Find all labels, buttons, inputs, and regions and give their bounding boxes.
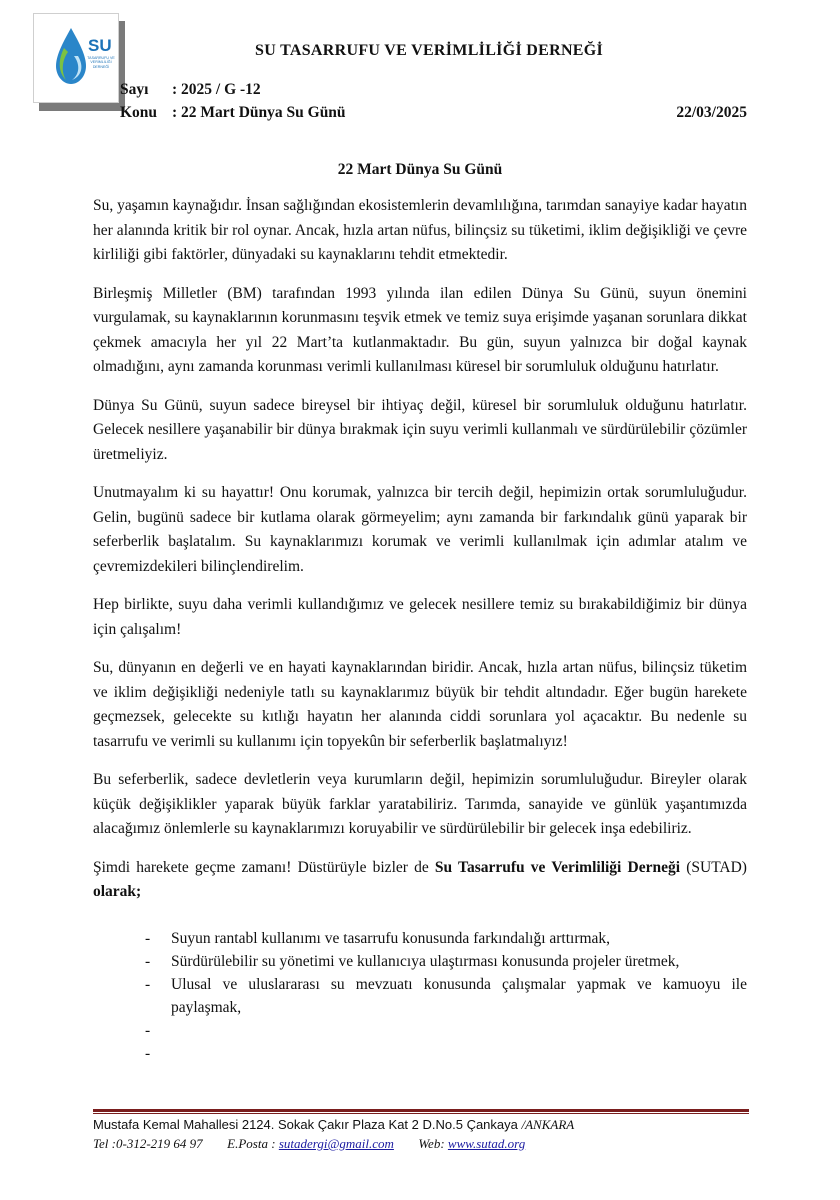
sayi-label: Sayı: [120, 81, 149, 98]
closing-lead: Şimdi harekete geçme zamanı! Düstürüyle bizler de: [93, 858, 435, 876]
closing-paragraph: [93, 856, 747, 905]
footer-address: [93, 1117, 574, 1133]
paragraph: Su, yaşamın kaynağıdır. İnsan sağlığından ekosistemlerin devamlılığına, tarımdan sanayiye kadar hayatın her alanında kritik bir rol oynar. Ancak, hızla artan nüfus, bilinçsiz su tüketimi, iklim değişikliği ve çevre kirliliği gibi faktörler, dünyadaki su kaynaklarını tehdit etmektedir.: [93, 197, 747, 263]
address-text: Mustafa Kemal Mahallesi 2124. Sokak Çakır Plaza Kat 2 D.No.5 Çankaya: [93, 1117, 518, 1132]
paragraph: Su, dünyanın en değerli ve en hayati kaynaklarından biridir. Ancak, hızla artan nüfus, bilinçsiz tüketim ve iklim değişikliği nedeniyle tatlı su kaynaklarımız büyük bir tehdit altındadır. Eğer bugün harekete geçmezsek, gelecekte su kıtlığı hayatın her alanında ciddi sorunlara yol açacaktır. Bu nedenle su tasarrufu ve verimli su kullanımı için topyekûn bir seferberlik başlatmalıyız!: [93, 659, 747, 750]
bullet-dash: -: [145, 952, 151, 970]
list-item: [93, 1019, 747, 1042]
paragraph: Hep birlikte, suyu daha verimli kullandığımız ve gelecek nesillere temiz su bırakabildiğimiz bir dünya için çalışalım!: [93, 596, 747, 638]
tel-value: 0-312-219 64 97: [116, 1136, 203, 1151]
logo: [33, 13, 119, 103]
paragraph: Unutmayalım ki su hayattır! Onu korumak, yalnızca bir tercih değil, hepimizin ortak sorumluluğudur. Gelin, bugünü sadece bir kutlama olarak görmeyelim; aynı zamanda bir farkındalık günü yaparak bir seferberlik başlatalım. Su kaynaklarımızı korumak ve verimli kullanılmak için adımlar atalım ve çevremizdekileri bilinçlendirelim.: [93, 484, 747, 575]
list-item-text: Suyun rantabl kullanımı ve tasarrufu konusunda farkındalığı arttırmak,: [171, 929, 611, 947]
konu-label: Konu: [120, 104, 158, 121]
sayi-row: [120, 81, 261, 99]
document-date: 22/03/2025: [676, 104, 747, 121]
water-drop-icon: [54, 26, 88, 86]
footer-rule-thin: [93, 1113, 749, 1114]
list-item: [93, 973, 747, 1019]
konu-value: : 22 Mart Dünya Su Günü: [172, 104, 346, 121]
list-item: [93, 927, 747, 950]
konu-row: [120, 104, 346, 122]
document-title: 22 Mart Dünya Su Günü: [337, 161, 503, 178]
closing-olarak: olarak;: [93, 883, 142, 900]
list-item: [93, 1042, 747, 1065]
paragraph: Birleşmiş Milletler (BM) tarafından 1993 yılında ilan edilen Dünya Su Günü, suyun önemini vurgulamak, su kaynaklarının korunmasını teşvik etmek ve temiz suya erişimde yaşanan sorunlara dikkat çekmek amacıyla her yıl 22 Mart’ta kutlanmaktadır. Bu gün, suyun yalnızca bir doğal kaynak olmadığını, aynı zamanda korunması verimli kullanılması küresel bir sorumluluk olduğunu hatırlatır.: [93, 284, 747, 375]
tel-label: Tel :: [93, 1136, 116, 1151]
list-item-text: Ulusal ve uluslararası su mevzuatı konusunda çalışmalar yapmak ve kamuoyu ile paylaşmak,: [171, 975, 747, 1016]
footer-rule: [93, 1109, 749, 1112]
list-item: [93, 950, 747, 973]
closing-org: Su Tasarrufu ve Verimliliği Derneği: [434, 858, 681, 876]
bullet-dash: -: [145, 975, 151, 993]
email-label: E.Posta :: [227, 1136, 276, 1151]
org-title: SU TASARRUFU VE VERİMLİLİĞİ DERNEĞİ: [255, 42, 604, 59]
bullet-dash: -: [145, 1044, 151, 1062]
web-label: Web:: [418, 1136, 445, 1151]
document-body: [93, 194, 747, 1065]
bullet-dash: -: [145, 929, 151, 947]
web-link[interactable]: www.sutad.org: [447, 1136, 526, 1151]
paragraph: Dünya Su Günü, suyun sadece bireysel bir ihtiyaç değil, küresel bir sorumluluk olduğunu hatırlatır. Gelecek nesillere yaşanabilir bir dünya bırakmak için suyu verimli kullanmalı ve sürdürülebilir çözümler üretmeliyiz.: [93, 396, 747, 463]
paragraph: Bu seferberlik, sadece devletlerin veya kurumların değil, hepimizin sorumluluğudur. Bireyler olarak küçük değişiklikler yaparak büyük farklar yaratabiliriz. Tarımda, sanayide ve günlük yaşantımızda alacağımız önlemlerle su kaynaklarımızı koruyabilir ve sürdürülebilir bir gelecek inşa edebiliriz.: [93, 771, 747, 837]
logo-brand: SU: [88, 36, 112, 55]
bullet-dash: -: [145, 1021, 151, 1039]
address-city: /ANKARA: [521, 1117, 575, 1132]
list-item-text: Sürdürülebilir su yönetimi ve kullanıcıya ulaştırması konusunda projeler üretmek,: [171, 952, 680, 970]
logo-subtitle: TASARRUFU VE VERİMLİLİĞİ DERNEĞİ: [87, 56, 115, 69]
footer-contact: [93, 1136, 525, 1152]
sayi-value: : 2025 / G -12: [172, 81, 261, 98]
closing-abbr: (SUTAD): [680, 858, 747, 876]
goals-list: [93, 927, 747, 1065]
email-link[interactable]: sutadergi@gmail.com: [278, 1136, 394, 1151]
